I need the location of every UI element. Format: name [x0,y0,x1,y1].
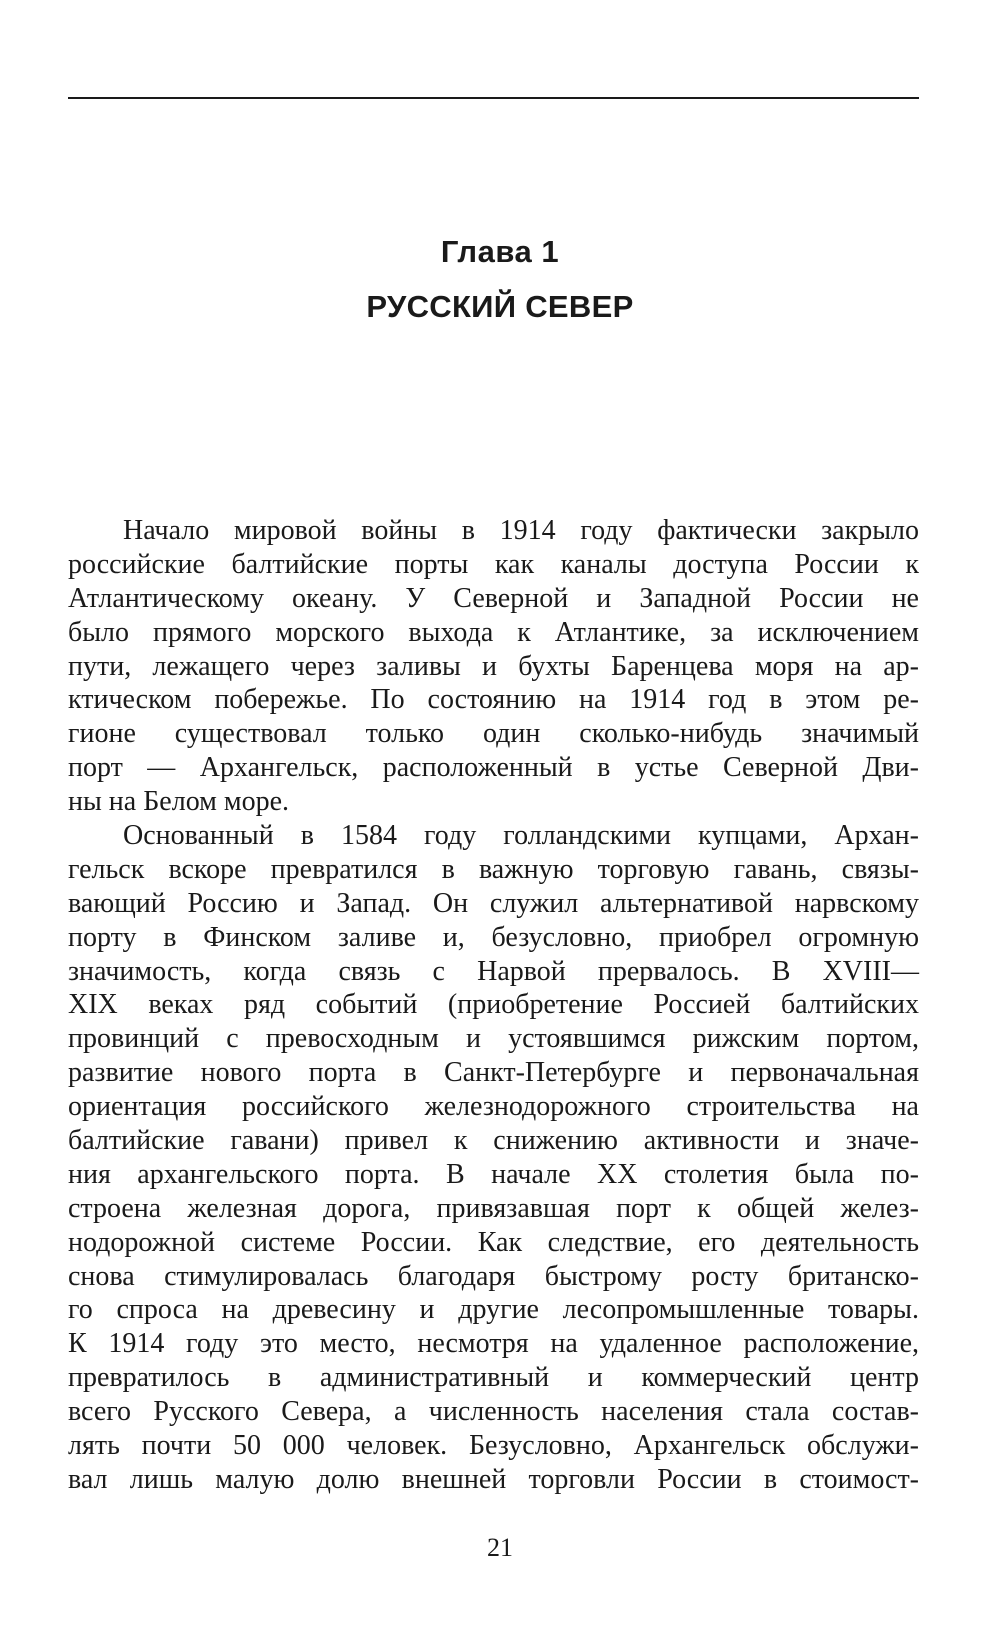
text-line: ны на Белом море. [68,786,290,818]
page-number: 21 [487,1533,513,1562]
text-line: значимость, когда связь с Нарвой прервалось. В XVIII— [68,955,919,987]
header-rule [68,97,919,99]
text-line: всего Русского Севера, а численность населения стала состав- [68,1396,919,1428]
text-line: российские балтийские порты как каналы доступа России к [68,548,919,580]
text-line: превратилось в административный и коммерческий центр [68,1362,919,1394]
text-line: Начало мировой войны в 1914 году фактически закрыло [123,515,919,546]
text-line: ния архангельского порта. В начале XX столетия была по- [68,1158,919,1190]
text-line: ориентация российского железнодорожного строительства на [68,1091,919,1123]
text-line: гионе существовал только один сколько-нибудь значимый [68,718,919,750]
text-line: лять почти 50 000 человек. Безусловно, Архангельск обслужи- [68,1430,919,1462]
chapter-number: Глава 1 [440,234,560,269]
text-line: провинций с превосходным и устоявшимся рижским портом, [68,1023,919,1055]
text-line: нодорожной системе России. Как следствие, его деятельность [68,1226,919,1258]
text-line: балтийские гавани) привел к снижению активности и значе- [68,1125,919,1157]
text-line: Основанный в 1584 году голландскими купцами, Архан- [123,820,919,852]
text-line: К 1914 году это место, несмотря на удаленное расположение, [68,1328,919,1360]
text-line: вающий Россию и Запад. Он служил альтернативой нарвскому [68,887,919,919]
chapter-title: РУССКИЙ СЕВЕР [366,289,634,324]
text-line: XIX веках ряд событий (приобретение Россией балтийских [68,989,919,1021]
body-text [68,514,919,1497]
text-line: строена железная дорога, привязавшая порт к общей желез- [68,1192,919,1224]
text-line: гельск вскоре превратился в важную торговую гавань, связы- [68,853,919,885]
text-line: снова стимулировалась благодаря быстрому росту британско- [68,1260,919,1292]
text-line: пути, лежащего через заливы и бухты Баренцева моря на ар- [68,650,919,682]
text-line: ктическом побережье. По состоянию на 1914 год в этом ре- [68,684,919,716]
text-line: порту в Финском заливе и, безусловно, приобрел огромную [68,921,919,953]
text-line: Атлантическому океану. У Северной и Западной России не [68,582,919,614]
text-line: порт — Архангельск, расположенный в устье Северной Дви- [68,752,919,784]
text-line: го спроса на древесину и другие лесопромышленные товары. [68,1294,919,1326]
text-line: было прямого морского выхода к Атлантике, за исключением [68,616,919,648]
text-line: развитие нового порта в Санкт-Петербурге и первоначальная [68,1057,919,1089]
text-line: вал лишь малую долю внешней торговли России в стоимост- [68,1463,919,1495]
